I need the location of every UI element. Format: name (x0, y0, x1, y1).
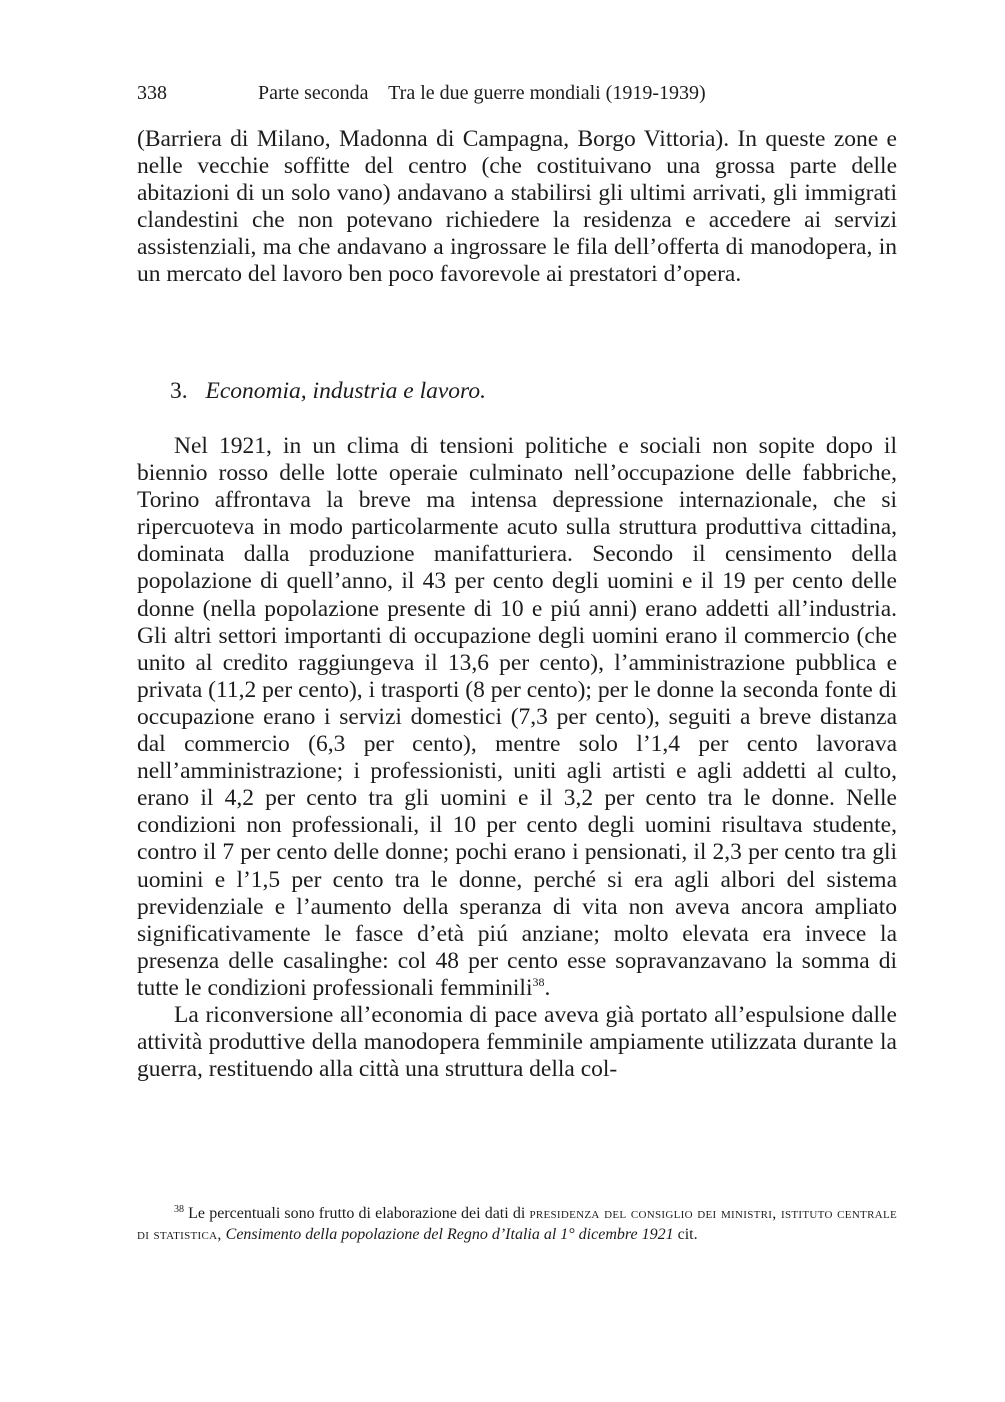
footnote-marker: 38 (174, 1204, 184, 1215)
footnote-text-before: Le percentuali sono frutto di elaborazione dei dati di (188, 1205, 526, 1222)
paragraph-text: Nel 1921, in un clima di tensioni politiche e sociali non sopite dopo il biennio rosso delle lotte operaie culminato nell’occupazione delle fabbriche, Torino affrontava la breve ma intensa depressione internazionale, che si ripercuoteva in modo particolarmente acuto sulla struttura produttiva cittadina, dominata dalla produzione manifatturiera. Secondo il censimento della popolazione di quell’anno, il 43 per cento degli uomini e il 19 per cento delle donne (nella popolazione presente di 10 e piú anni) erano addetti all’industria. Gli altri settori importanti di occupazione degli uomini erano il commercio (che unito al credito raggiungeva il 13,6 per cento), l’amministrazione pubblica e privata (11,2 per cento), i trasporti (8 per cento); per le donne la seconda fonte di occupazione erano i servizi domestici (7,3 per cento), seguiti a breve distanza dal commercio (6,3 per cento), mentre solo l’1,4 per cento lavorava nell’amministrazione; i professionisti, uniti agli artisti e agli addetti al culto, erano il 4,2 per cento tra gli uomini e il 3,2 per cento tra le donne. Nelle condizioni non professionali, il 10 per cento degli uomini risultava studente, contro il 7 per cento delle donne; pochi erano i pensionati, il 2,3 per cento tra gli uomini e l’1,5 per cento tra le donne, perché si era agli albori del sistema previdenziale e l’aumento della speranza di vita non aveva ancora ampliato significativamente le fasce d’età piú anziane; molto elevata era invece la presenza delle casalinghe: col 48 per cento esse sopravanzavano la somma di tutte le condizioni professionali femminili (137, 433, 897, 1001)
footnote (137, 1203, 897, 1245)
section-title: Economia, industria e lavoro. (205, 378, 486, 404)
body-paragraph-2: La riconversione all’economia di pace aveva già portato all’espulsione dalle attività produttive della manodopera femminile ampiamente utilizzata durante la guerra, restituendo alla città una struttura della col- (137, 1001, 897, 1083)
footnote-reference[interactable]: 38 (532, 974, 545, 989)
body-text (137, 433, 897, 1083)
running-header (137, 80, 897, 106)
section-heading (170, 376, 486, 406)
footnote-text-after: cit. (677, 1226, 698, 1243)
footnote-source-authority: presidenza del consiglio dei ministri, istituto centrale di statistica, (137, 1205, 897, 1243)
intro-paragraph: (Barriera di Milano, Madonna di Campagna, Borgo Vittoria). In queste zone e nelle vecchie soffitte del centro (che costituivano una grossa parte delle abitazioni di un solo vano) andavano a stabilirsi gli ultimi arrivati, gli immigrati clandestini che non potevano richiedere la residenza e accedere ai servizi assistenziali, ma che andavano a ingrossare le fila dell’offerta di manodopera, in un mercato del lavoro ben poco favorevole ai prestatori d’opera. (137, 126, 897, 288)
page-number: 338 (137, 82, 167, 104)
body-paragraph-1: Nel 1921, in un clima di tensioni politiche e sociali non sopite dopo il biennio rosso delle lotte operaie culminato nell’occupazione delle fabbriche, Torino affrontava la breve ma intensa depressione internazionale, che si ripercuoteva in modo particolarmente acuto sulla struttura produttiva cittadina, dominata dalla produzione manifatturiera. Secondo il censimento della popolazione di quell’anno, il 43 per cento degli uomini e il 19 per cento delle donne (nella popolazione presente di 10 e piú anni) erano addetti all’industria. Gli altri settori importanti di occupazione degli uomini erano il commercio (che unito al credito raggiungeva il 13,6 per cento), l’amministrazione pubblica e privata (11,2 per cento), i trasporti (8 per cento); per le donne la seconda fonte di occupazione erano i servizi domestici (7,3 per cento), seguiti a breve distanza dal commercio (6,3 per cento), mentre solo l’1,4 per cento lavorava nell’amministrazione; i professionisti, uniti agli artisti e agli addetti al culto, erano il 4,2 per cento tra gli uomini e il 3,2 per cento tra le donne. Nelle condizioni non professionali, il 10 per cento degli uomini risultava studente, contro il 7 per cento delle donne; pochi erano i pensionati, il 2,3 per cento tra gli uomini e l’1,5 per cento tra le donne, perché si era agli albori del sistema previdenziale e l’aumento della speranza di vita non aveva ancora ampliato significativamente le fasce d’età piú anziane; molto elevata era invece la presenza delle casalinghe: col 48 per cento esse sopravanzavano la somma di tutte le condizioni professionali femminili$^{38}$. (137, 433, 897, 1001)
intro-paragraph-block (137, 126, 897, 289)
section-number: 3. (170, 378, 188, 404)
footnote-source-title: Censimento della popolazione del Regno d’Italia al 1° dicembre 1921 (225, 1226, 674, 1243)
running-title: Parte seconda Tra le due guerre mondiali (1919-1939) (258, 82, 706, 104)
